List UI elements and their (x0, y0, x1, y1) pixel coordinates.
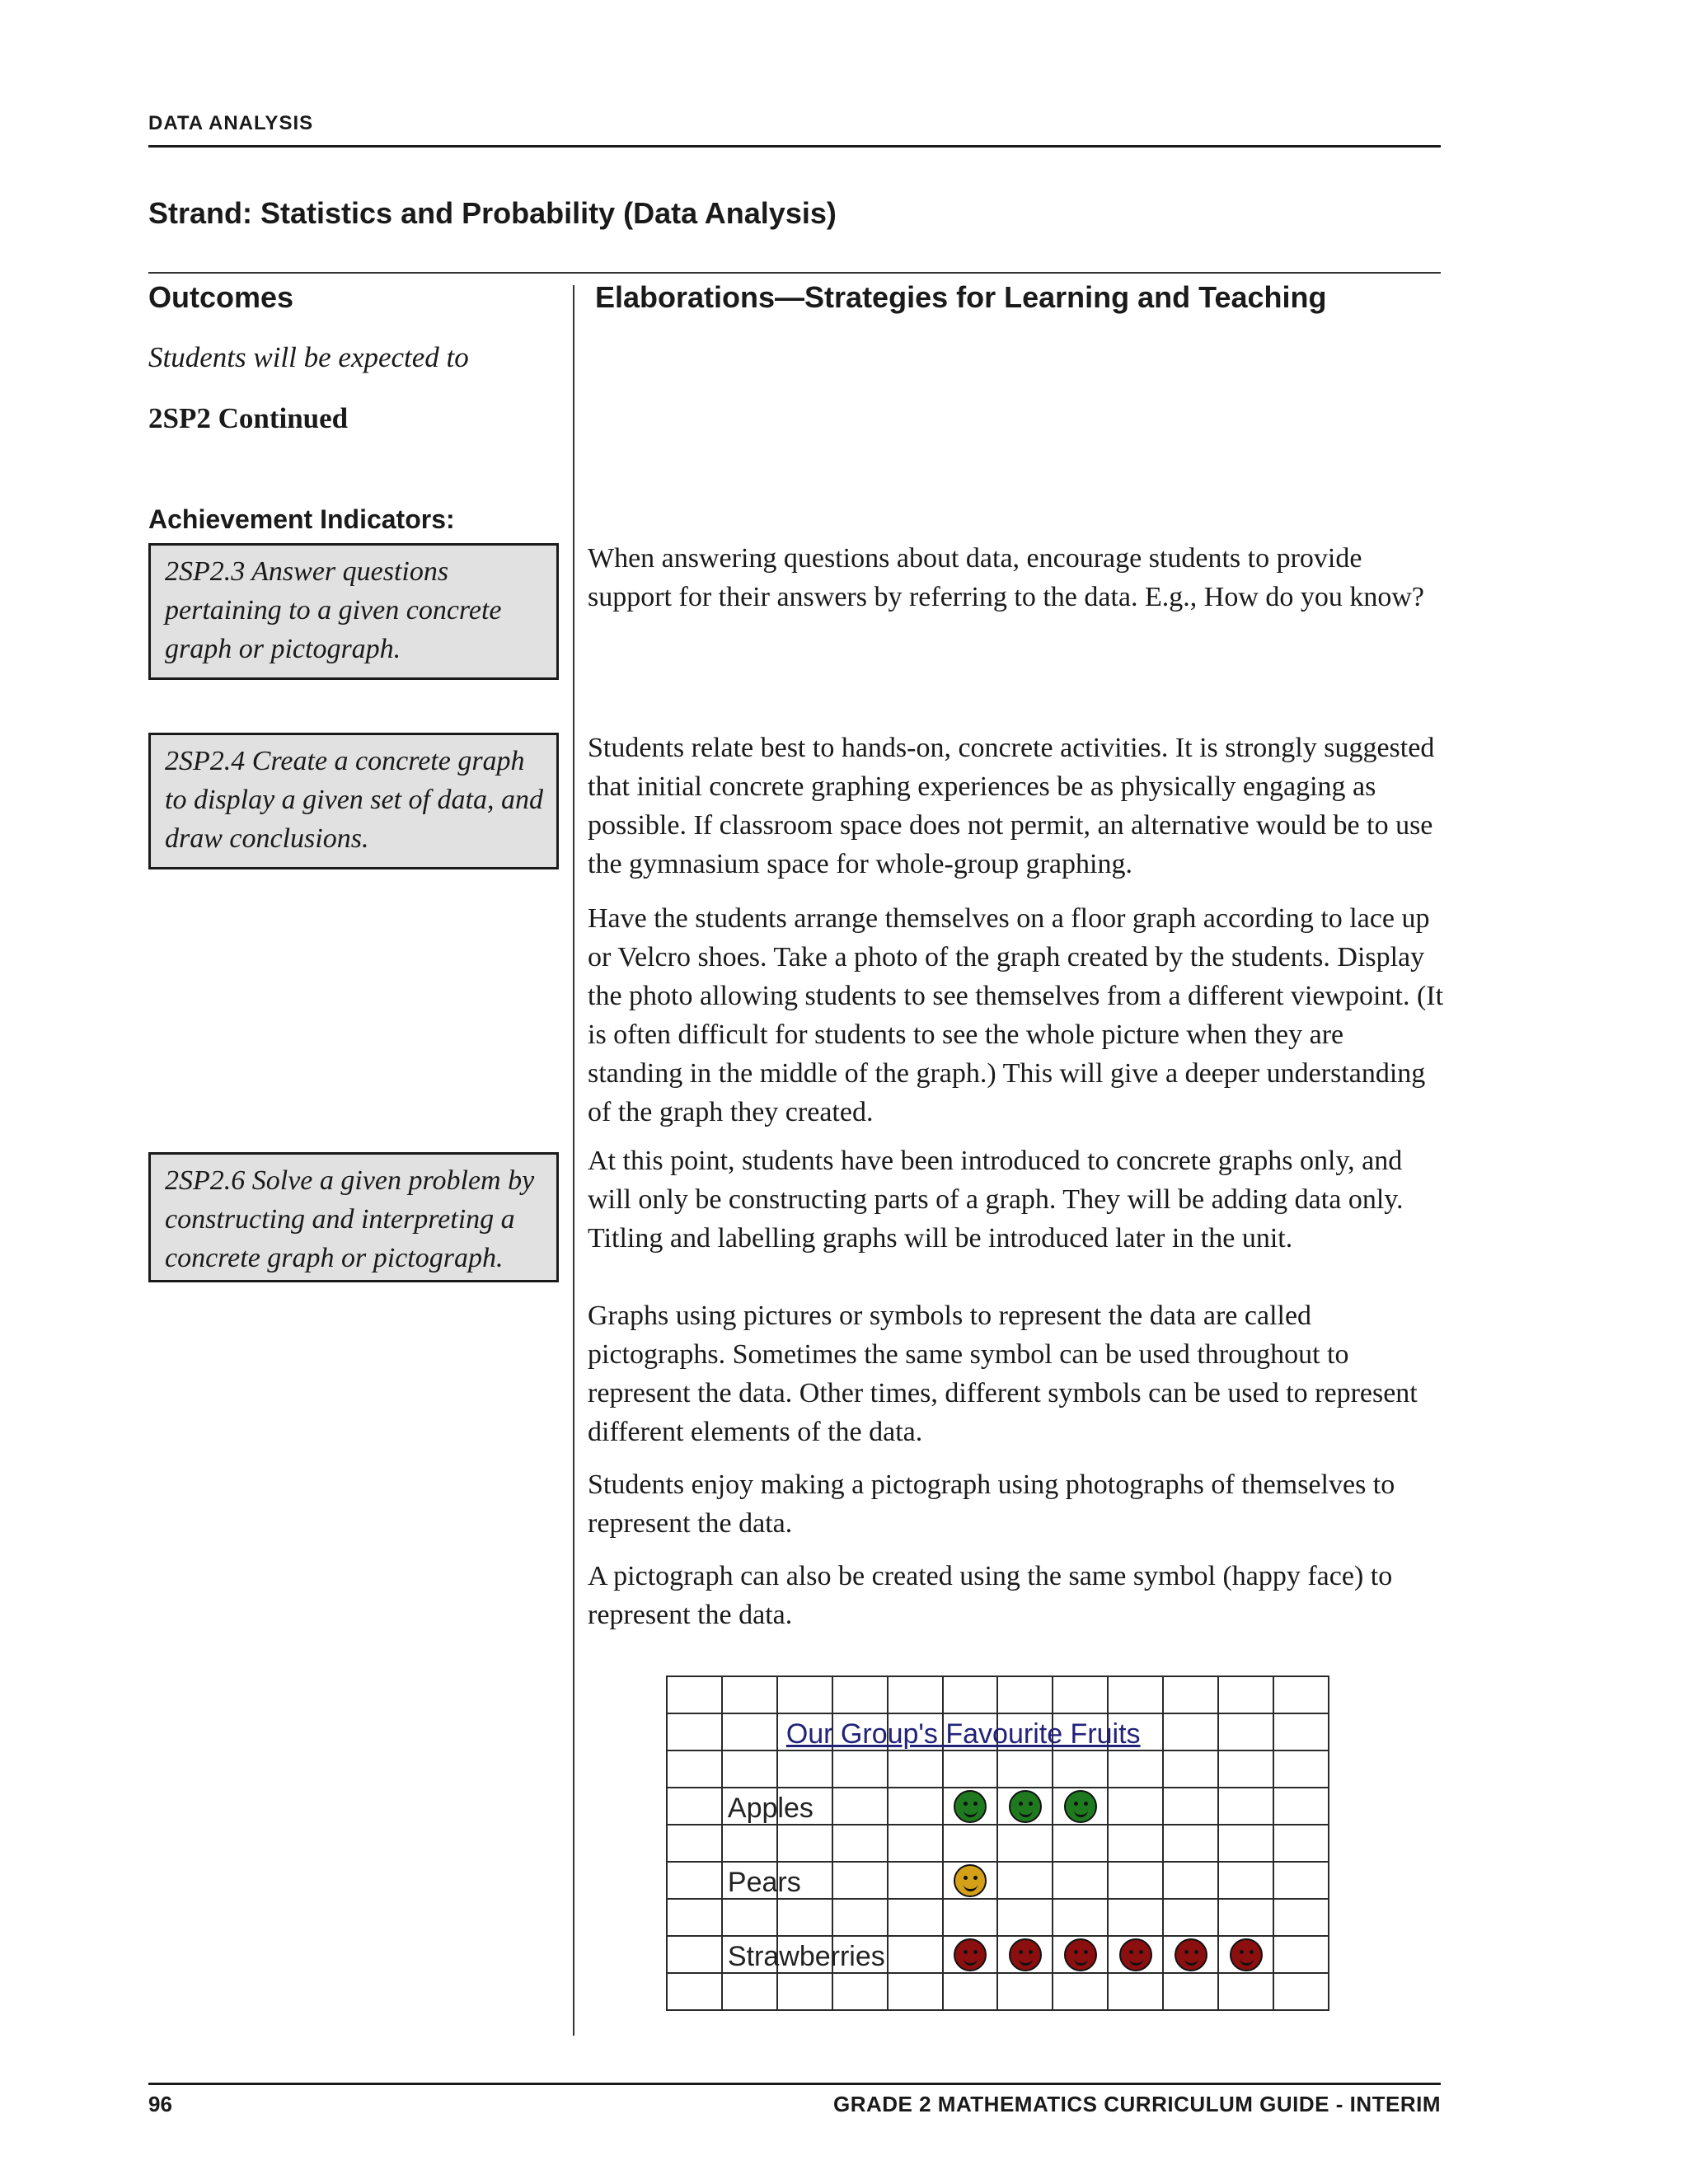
elaboration-paragraph: Students enjoy making a pictograph using photographs of themselves to represent the data. (588, 1469, 1395, 1539)
running-header: DATA ANALYSIS (148, 112, 314, 134)
pictograph-cell (997, 1936, 1053, 1973)
indicator-box-2sp2-3: 2SP2.3 Answer questions pertaining to a given concrete graph or pictograph. (148, 543, 559, 680)
pictograph-cell (1163, 1676, 1218, 1713)
pictograph-row (667, 1750, 1329, 1788)
elaborations-heading: Elaborations—Strategies for Learning and Teaching (595, 280, 1327, 314)
pictograph-row (667, 1899, 1329, 1936)
elaboration-paragraph: When answering questions about data, encourage students to provide support for their answers by referring to the data. E.g., How do you know? (588, 543, 1425, 612)
pictograph-cell (943, 1676, 998, 1713)
pictograph-row (667, 1936, 1329, 1973)
pictograph-cell (667, 1936, 722, 1973)
expected-text: Students will be expected to (148, 341, 469, 373)
pictograph-cell (1163, 1825, 1218, 1862)
pictograph-cell (943, 1936, 998, 1973)
pictograph-cell (722, 1750, 777, 1788)
pictograph-cell (943, 1750, 998, 1788)
pictograph-cell (888, 1750, 943, 1788)
elaboration-paragraph: A pictograph can also be created using the same symbol (happy face) to represent the data. (588, 1561, 1393, 1630)
pictograph-cell (1108, 1788, 1163, 1825)
pictograph-row (667, 1862, 1329, 1899)
pictograph-cell (1163, 1713, 1218, 1750)
pictograph-cell (1273, 1936, 1329, 1973)
happy-face-icon (1009, 1938, 1042, 1971)
pictograph-cell (1273, 1899, 1329, 1936)
column-divider (573, 285, 574, 2036)
pictograph-cell (832, 1750, 888, 1788)
pictograph-cell (1273, 1862, 1329, 1899)
pictograph-row (667, 1788, 1329, 1825)
happy-face-icon (954, 1864, 987, 1897)
pictograph-cell (777, 1676, 832, 1713)
pictograph-cell (997, 1899, 1053, 1936)
pictograph-cell (722, 1899, 777, 1936)
happy-face-icon (1230, 1938, 1263, 1971)
happy-face-icon (954, 1938, 987, 1971)
pictograph-cell (722, 1676, 777, 1713)
pictograph-cell (722, 1973, 777, 2010)
pictograph-row (667, 1676, 1329, 1713)
pictograph-cell (997, 1788, 1053, 1825)
pictograph-cell (1163, 1862, 1218, 1899)
pictograph-cell (832, 1862, 888, 1899)
pictograph-cell (1053, 1788, 1108, 1825)
pictograph-cell (1218, 1825, 1273, 1862)
pictograph-cell (832, 1788, 888, 1825)
pictograph-cell (1273, 1973, 1329, 2010)
pictograph-cell (1218, 1862, 1273, 1899)
section-rule (148, 272, 1441, 274)
pictograph-cell (667, 1825, 722, 1862)
achievement-indicators-heading: Achievement Indicators: (148, 504, 455, 534)
pictograph-cell (997, 1973, 1053, 2010)
pictograph-cell (667, 1973, 722, 2010)
indicator-box-2sp2-4: 2SP2.4 Create a concrete graph to display a given set of data, and draw conclusions. (148, 733, 559, 869)
pictograph-cell (888, 1825, 943, 1862)
pictograph-cell (1053, 1899, 1108, 1936)
pictograph-cell (1053, 1973, 1108, 2010)
pictograph-cell (1273, 1750, 1329, 1788)
pictograph-cell (1218, 1899, 1273, 1936)
pictograph-cell (997, 1750, 1053, 1788)
pictograph-category-label: Apples (727, 1793, 814, 1824)
pictograph-cell (832, 1825, 888, 1862)
pictograph-cell (1053, 1936, 1108, 1973)
pictograph-cell (667, 1750, 722, 1788)
pictograph-cell (1163, 1973, 1218, 2010)
pictograph-cell (888, 1973, 943, 2010)
pictograph-cell (1053, 1825, 1108, 1862)
pictograph-cell (1108, 1973, 1163, 2010)
pictograph-cell (943, 1788, 998, 1825)
indicator-box-2sp2-6: 2SP2.6 Solve a given problem by constructing and interpreting a concrete graph or pictograph. (148, 1152, 559, 1282)
pictograph-cell (1273, 1676, 1329, 1713)
pictograph-title: Our Group's Favourite Fruits (785, 1718, 1141, 1750)
page-number: 96 (148, 2092, 172, 2116)
pictograph-cell (943, 1862, 998, 1899)
pictograph-cell (1163, 1750, 1218, 1788)
pictograph-cell (777, 1713, 1141, 1750)
pictograph-cell (722, 1862, 801, 1899)
pictograph-cell (777, 1750, 832, 1788)
header-rule (148, 145, 1441, 148)
pictograph-cell (997, 1862, 1053, 1899)
pictograph-cell (1053, 1862, 1108, 1899)
pictograph-category-label: Pears (727, 1867, 801, 1898)
happy-face-icon (1009, 1790, 1042, 1823)
pictograph-cell (1163, 1899, 1218, 1936)
pictograph-cell (832, 1973, 888, 2010)
pictograph-cell (722, 1713, 777, 1750)
happy-face-icon (954, 1790, 987, 1823)
pictograph-cell (888, 1788, 943, 1825)
pictograph-cell (997, 1825, 1053, 1862)
pictograph-cell (1218, 1750, 1273, 1788)
pictograph-cell (722, 1936, 885, 1973)
pictograph-cell (1053, 1750, 1108, 1788)
pictograph-cell (943, 1973, 998, 2010)
pictograph-cell (1218, 1936, 1273, 1973)
pictograph-cell (1108, 1825, 1163, 1862)
pictograph-cell (1218, 1713, 1273, 1750)
pictograph-table (666, 1675, 1329, 2011)
guide-title: GRADE 2 MATHEMATICS CURRICULUM GUIDE - INTERIM (832, 2092, 1441, 2116)
pictograph-cell (667, 1899, 722, 1936)
pictograph-cell (1163, 1936, 1218, 1973)
pictograph-cell (832, 1899, 888, 1936)
pictograph-cell (888, 1676, 943, 1713)
pictograph-cell (1108, 1750, 1163, 1788)
pictograph-cell (943, 1899, 998, 1936)
elaboration-paragraph: At this point, students have been introduced to concrete graphs only, and will only be constructing parts of a graph. They will be adding data only. Titling and labelling graphs will be introduced later in the unit. (588, 1146, 1404, 1254)
pictograph-cell (1273, 1788, 1329, 1825)
pictograph-cell (667, 1676, 722, 1713)
pictograph-cell (1218, 1676, 1273, 1713)
elaboration-paragraph: Students relate best to hands-on, concrete activities. It is strongly suggested that initial concrete graphing experiences be as physically engaging as possible. If classroom space does not permit, an alternative would be to use the gymnasium space for whole-group graphing. (588, 733, 1435, 879)
pictograph-cell (1218, 1973, 1273, 2010)
pictograph-cell (1053, 1676, 1108, 1713)
happy-face-icon (1064, 1790, 1097, 1823)
pictograph-cell (722, 1788, 814, 1825)
pictograph-cell (888, 1862, 943, 1899)
pictograph-cell (777, 1973, 832, 2010)
elaboration-paragraph: Graphs using pictures or symbols to represent the data are called pictographs. Sometimes the same symbol can be used throughout to represent the data. Other times, different symbols can be used to represent different elements of the data. (588, 1301, 1418, 1447)
pictograph-cell (667, 1862, 722, 1899)
happy-face-icon (1119, 1938, 1152, 1971)
pictograph-cell (777, 1825, 832, 1862)
pictograph-cell (943, 1825, 998, 1862)
pictograph-cell (1218, 1788, 1273, 1825)
pictograph-cell (1108, 1936, 1163, 1973)
strand-title: Strand: Statistics and Probability (Data Analysis) (148, 196, 837, 230)
pictograph-cell (1273, 1825, 1329, 1862)
pictograph-cell (888, 1936, 943, 1973)
pictograph-cell (1273, 1713, 1329, 1750)
pictograph-cell (667, 1713, 722, 1750)
outcomes-heading: Outcomes (148, 280, 294, 314)
pictograph-cell (777, 1899, 832, 1936)
pictograph-category-label: Strawberries (727, 1941, 885, 1972)
pictograph-cell (997, 1676, 1053, 1713)
elaboration-paragraph: Have the students arrange themselves on a floor graph according to lace up or Velcro shoes. Take a photo of the graph created by the students. Display the photo allowing students to see themselves from a different viewpoint. (It is often difficult for students to see the whole picture when they are standing in the middle of the graph.) This will give a deeper understanding of the graph they created. (588, 903, 1444, 1127)
happy-face-icon (1064, 1938, 1097, 1971)
happy-face-icon (1175, 1938, 1207, 1971)
footer-rule (148, 2083, 1441, 2085)
pictograph-row (667, 1713, 1329, 1750)
pictograph-cell (888, 1899, 943, 1936)
pictograph-cell (722, 1825, 777, 1862)
pictograph-row (667, 1973, 1329, 2010)
pictograph-row (667, 1825, 1329, 1862)
pictograph-cell (1108, 1862, 1163, 1899)
pictograph-cell (1108, 1899, 1163, 1936)
outcome-continued: 2SP2 Continued (148, 402, 349, 434)
pictograph-cell (667, 1788, 722, 1825)
pictograph-cell (1163, 1788, 1218, 1825)
pictograph-cell (832, 1676, 888, 1713)
pictograph-cell (1108, 1676, 1163, 1713)
